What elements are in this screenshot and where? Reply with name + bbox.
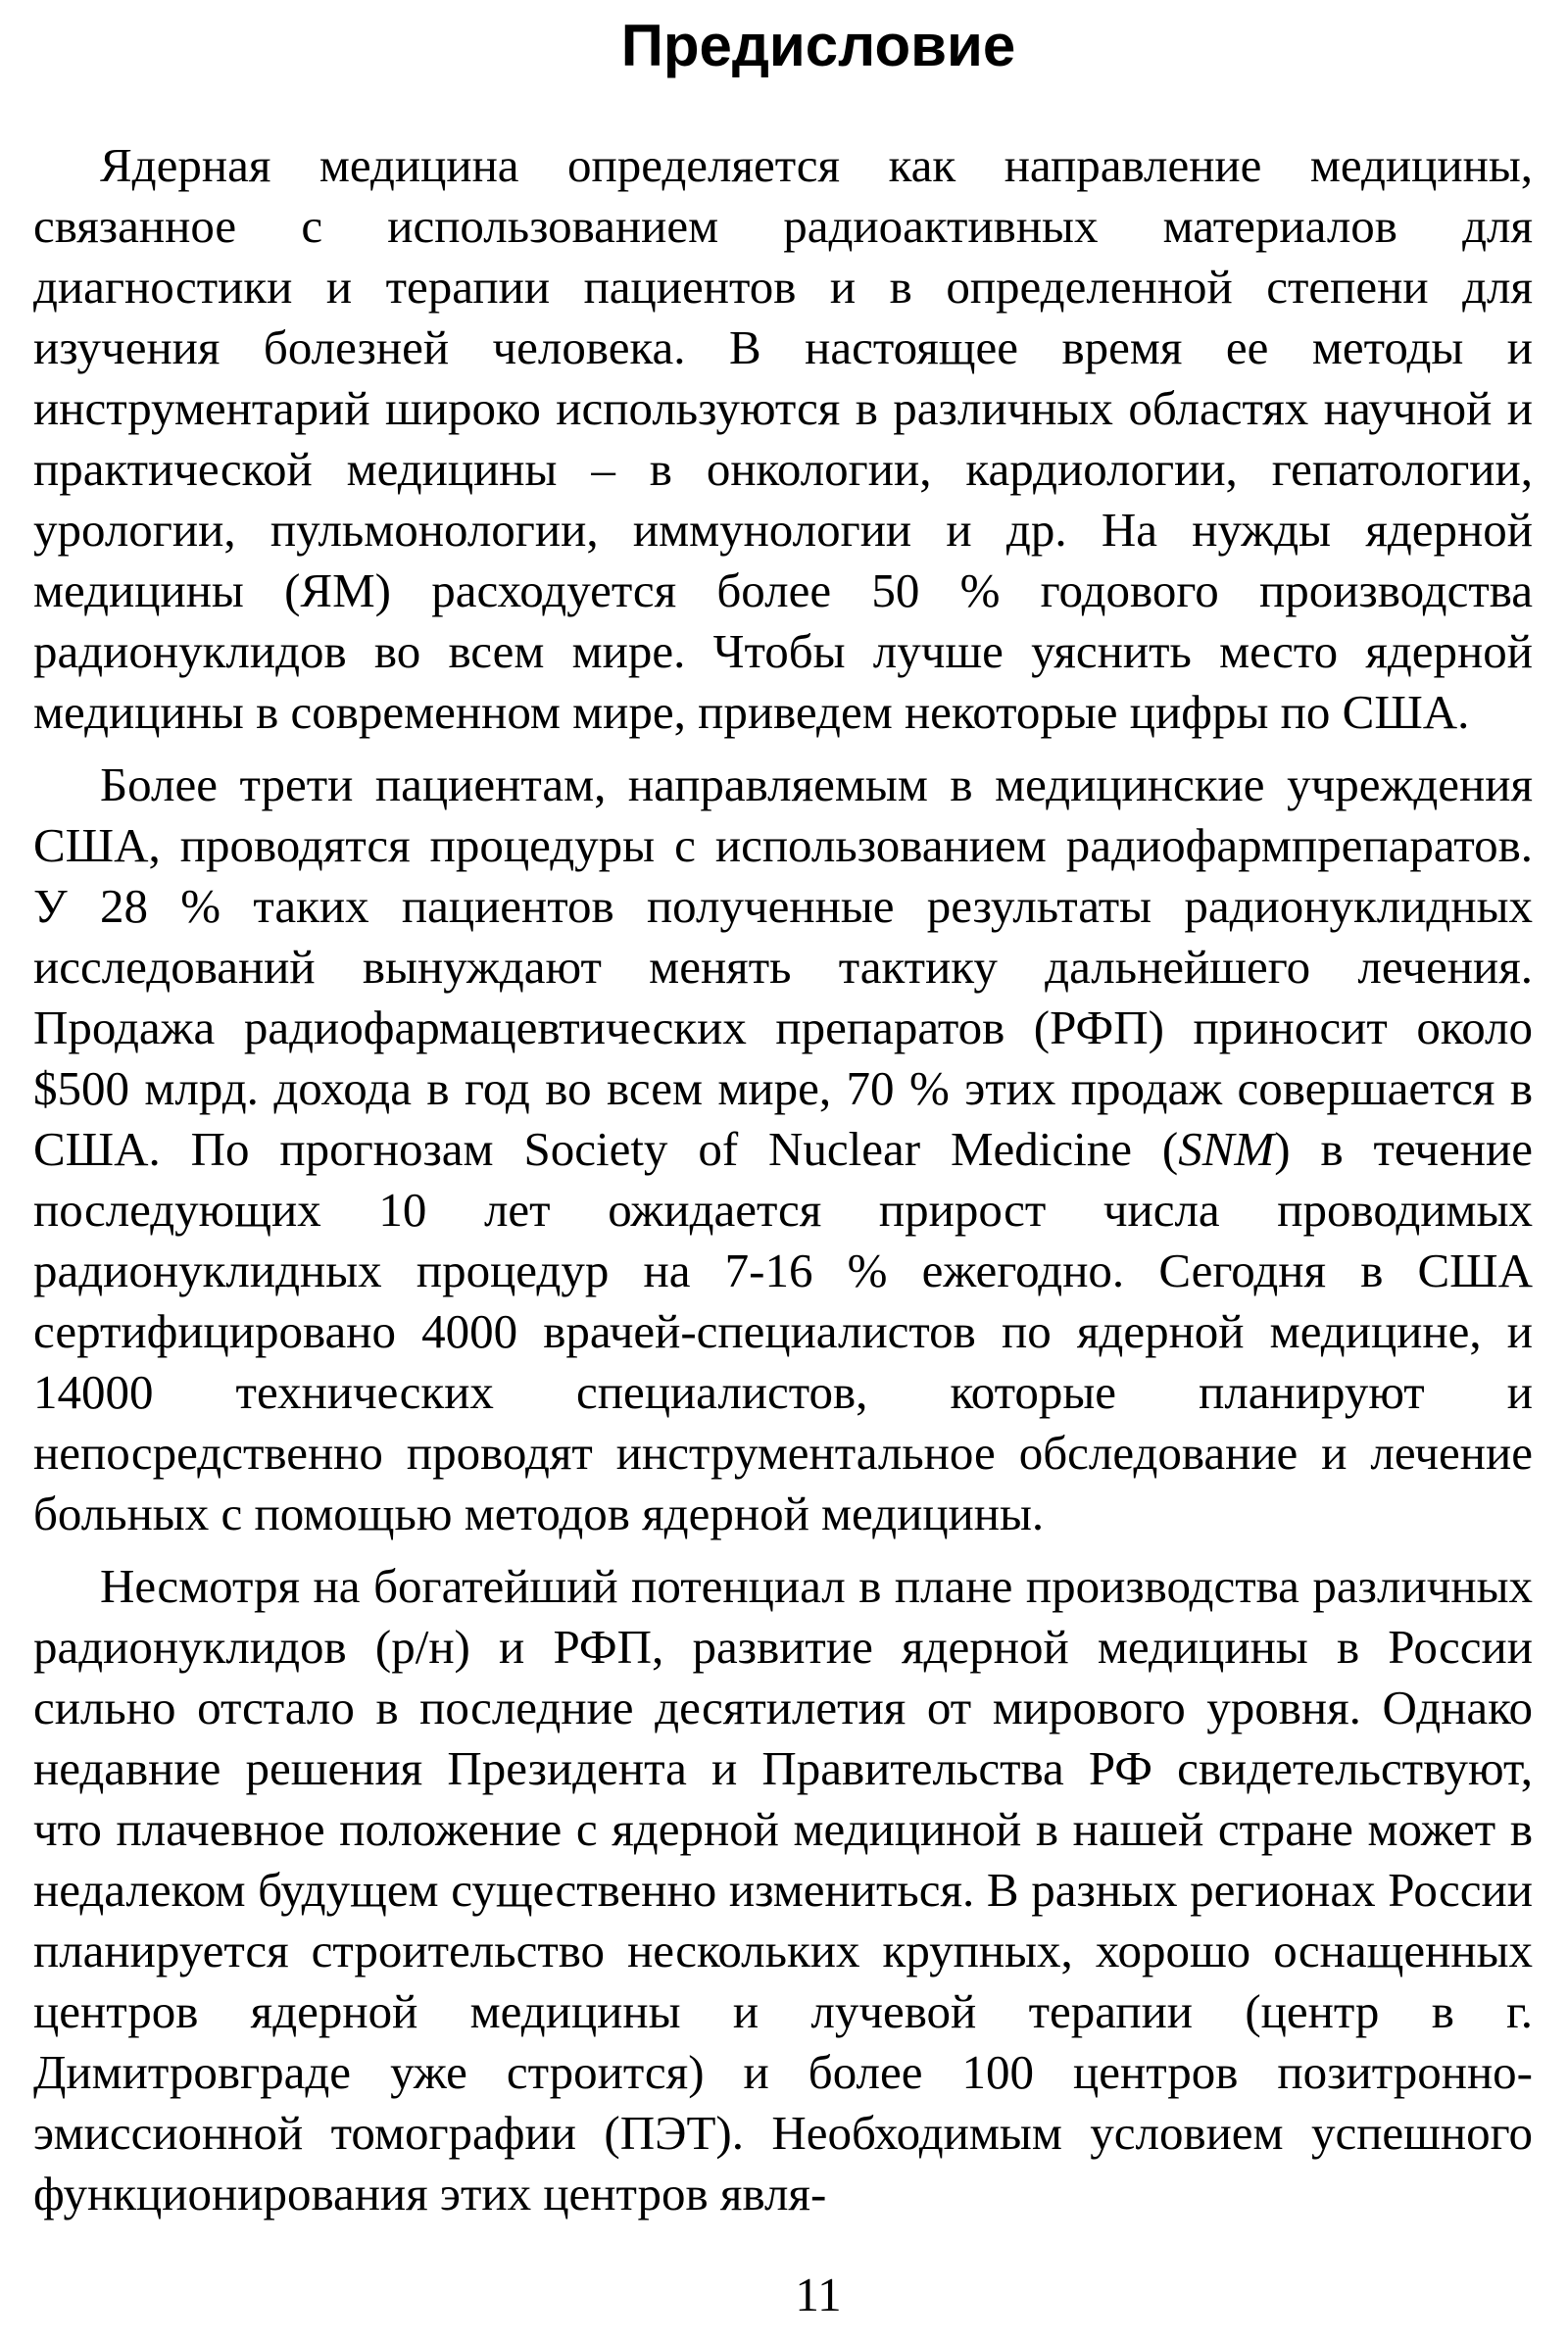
paragraph-2 <box>33 755 1533 1544</box>
paragraph-3 <box>33 1556 1533 2224</box>
paragraph-1-text: Ядерная медицина определяется как направление медицины, связанное с использованием радиоактивных материалов для диагностики и терапии пациентов и в определенной степени для изучения болезней человека. В настоящее время ее методы и инструментарий широко используются в различных областях научной и практической медицины – в онкологии, кардиологии, гепатологии, урологии, пульмонологии, иммунологии и др. На нужды ядерной медицины (ЯМ) расходуется более 50 % годового производства радионуклидов во всем мире. Чтобы лучше уяснить место ядерной медицины в современном мире, приведем некоторые цифры по США. <box>33 138 1533 739</box>
paragraph-2-text-after: ) в течение последующих 10 лет ожидается прирост числа проводимых радионуклидных процедур на 7-16 % ежегодно. Сегодня в США сертифицировано 4000 врачей-специалистов по ядерной медицине, и 14000 технических специалистов, которые планируют и непосредственно проводят инструментальное обследование и лечение больных с помощью методов ядерной медицины. <box>33 1122 1533 1540</box>
paragraph-3-text: Несмотря на богатейший потенциал в плане производства различных радионуклидов (р/н) и РФП, развитие ядерной медицины в России сильно отстало в последние десятилетия от мирового уровня. Однако недавние решения Президента и Правительства РФ свидетельствуют, что плачевное положение с ядерной медициной в нашей стране может в недалеком будущем существенно измениться. В разных регионах России планируется строительство нескольких крупных, хорошо оснащенных центров ядерной медицины и лучевой терапии (центр в г. Димитровграде уже строится) и более 100 центров позитронно-эмиссионной томографии (ПЭТ). Необходимым условием успешного функционирования этих центров явля- <box>33 1559 1533 2220</box>
paragraph-2-italic-abbr: SNM <box>1178 1122 1275 1176</box>
page-number: 11 <box>795 2268 842 2321</box>
page-title: Предисловие <box>620 13 1016 78</box>
paragraph-2-text-before: Более трети пациентам, направляемым в медицинские учреждения США, проводятся процедуры с использованием радиофармпрепаратов. У 28 % таких пациентов полученные результаты радионуклидных исследований вынуждают менять тактику дальнейшего лечения. Продажа радиофармацевтических препаратов (РФП) приносит около $500 млрд. дохода в год во всем мире, 70 % этих продаж совершается в США. По прогнозам Society of Nuclear Medicine ( <box>33 757 1533 1176</box>
body-text <box>33 135 1533 2224</box>
paragraph-1 <box>33 135 1533 743</box>
